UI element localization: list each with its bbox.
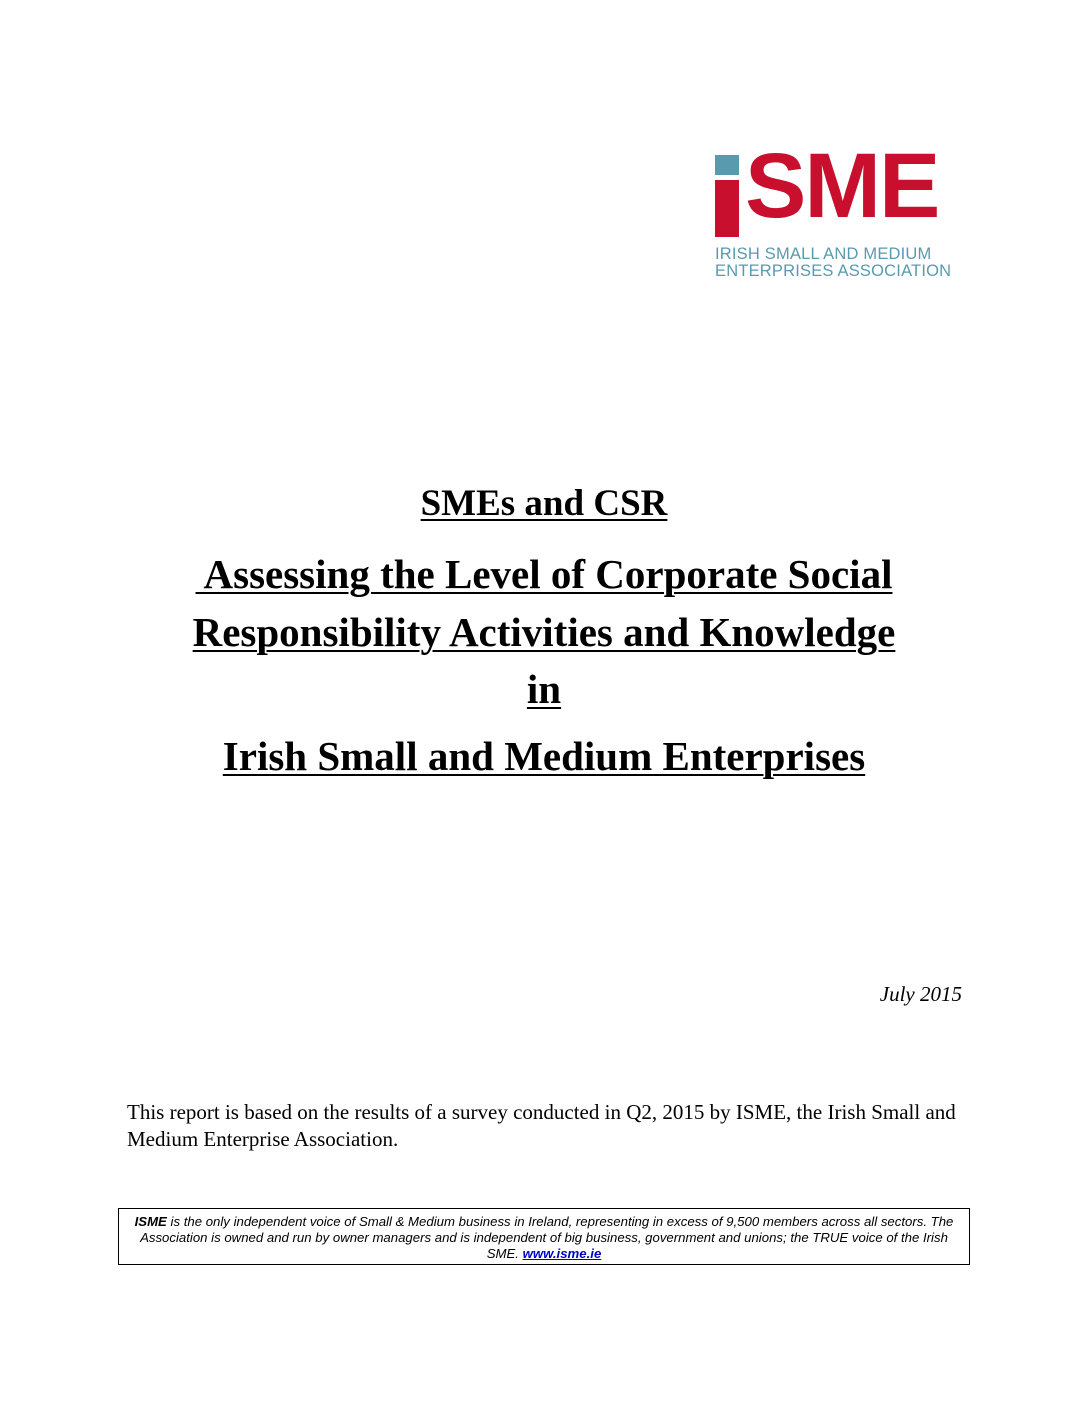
about-isme-lead: ISME — [134, 1214, 167, 1229]
logo-tagline-line1: IRISH SMALL AND MEDIUM — [715, 245, 932, 263]
logo-letters: SME — [745, 135, 939, 237]
logo-i-dot — [715, 155, 739, 175]
report-title-in: in — [526, 666, 562, 712]
logo-i-stem — [715, 180, 739, 237]
report-subtitle: SMEs and CSR — [420, 483, 668, 524]
report-title-line2: Responsibility Activities and Knowledge — [192, 609, 896, 655]
report-title — [0, 545, 1088, 661]
isme-wordmark — [712, 135, 952, 237]
about-isme-text: is the only independent voice of Small & Medium business in Ireland, representing in excess of 9,500 members across all sectors. The Association is owned and run by owner managers and is independent of big business, government and unions; the TRUE voice of the Irish SME. — [140, 1214, 954, 1261]
logo-tagline — [715, 246, 951, 280]
report-title-line1: Assessing the Level of Corporate Social — [195, 551, 893, 597]
isme-logo — [712, 135, 952, 282]
isme-website-link[interactable]: www.isme.ie — [522, 1246, 602, 1261]
report-date: July 2015 — [879, 982, 962, 1006]
about-isme-box — [118, 1208, 970, 1265]
report-title-line3: Irish Small and Medium Enterprises — [222, 733, 866, 779]
intro-paragraph: This report is based on the results of a survey conducted in Q2, 2015 by ISME, the Irish Small and Medium Enterprise Association. — [127, 1100, 956, 1151]
logo-tagline-line2: ENTERPRISES ASSOCIATION — [715, 262, 952, 280]
